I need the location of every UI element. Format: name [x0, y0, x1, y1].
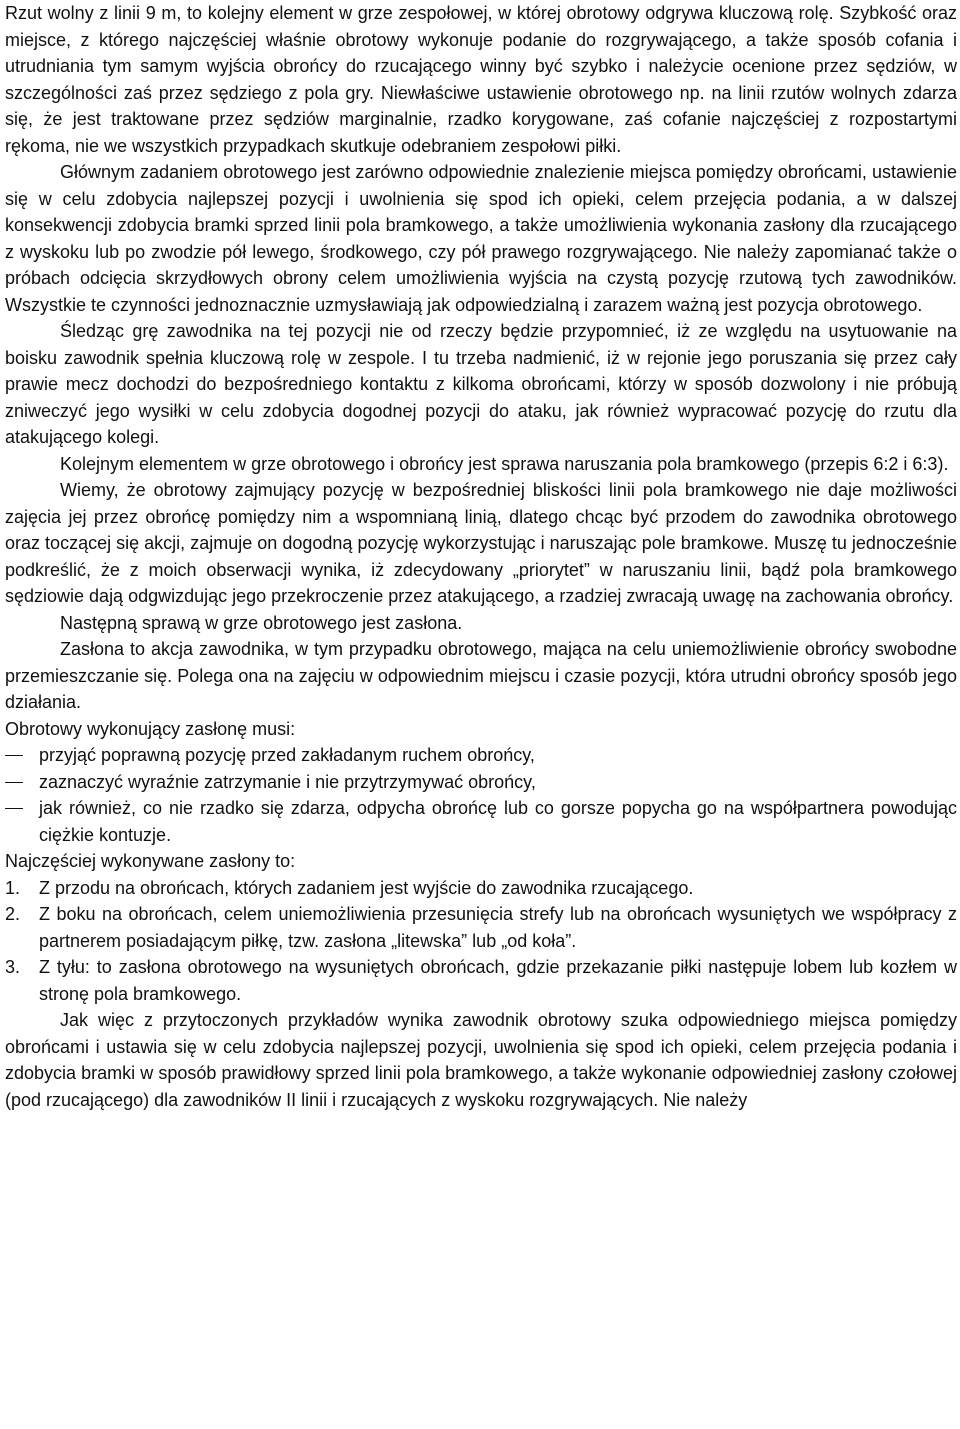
screen-types-list — [5, 875, 957, 1008]
list-item-text: Z boku na obrońcach, celem uniemożliwienia przesunięcia strefy lub na obrońcach wysuniętych we współpracy z partnerem posiadającym piłkę, tzw. zasłona „litewska” lub „od koła”. — [39, 904, 957, 951]
paragraph-key-role: Śledząc grę zawodnika na tej pozycji nie od rzeczy będzie przypomnieć, iż ze względu na usytuowanie na boisku zawodnik spełnia kluczową rolę w zespole. I tu trzeba nadmienić, iż w rejonie jego poruszania się przez cały prawie mecz dochodzi do bezpośredniego kontaktu z kilkoma obrońcami, którzy w sposób dozwolony i nie próbują zniweczyć jego wysiłki w celu zdobycia dogodnej pozycji do ataku, jak również wypracować pozycję do rzutu dla atakującego kolegi. — [5, 321, 957, 447]
list-item-text: przyjąć poprawną pozycję przed zakładanym ruchem obrońcy, — [39, 745, 535, 765]
paragraph-free-throw: Rzut wolny z linii 9 m, to kolejny element w grze zespołowej, w której obrotowy odgrywa kluczową rolę. Szybkość oraz miejsce, z którego najczęściej właśnie obrotowy wykonuje podanie do rozgrywającego, a także sposób cofania i utrudniania tym samym wyjścia obrońcy do rzucającego winny być szybko i należycie ocenione przez sędziów, w szczególności zaś przez sędziego z pola gry. Niewłaściwe ustawienie obrotowego np. na linii rzutów wolnych zdarza się, że jest traktowane przez sędziów marginalnie, rzadko korygowane, zaś cofanie najczęściej z rozpostartymi rękoma, nie we wszystkich przypadkach skutkuje odebraniem zespołowi piłki. — [5, 3, 957, 156]
list-item-text: Z tyłu: to zasłona obrotowego na wysuniętych obrońcach, gdzie przekazanie piłki następuje lobem lub kozłem w stronę pola bramkowego. — [39, 957, 957, 1004]
list-number: 1. — [5, 877, 21, 898]
list-item — [5, 875, 957, 902]
list-item-text: zaznaczyć wyraźnie zatrzymanie i nie przytrzymywać obrońcy, — [39, 771, 536, 792]
paragraph-goal-area-violation: Wiemy, że obrotowy zajmujący pozycję w bezpośredniej bliskości linii pola bramkowego nie daje możliwości zajęcia jej przez obrońcę pomiędzy nim a wspomnianą linią, dlatego chcąc być przodem do zawodnika obrotowego oraz toczącej się akcji, zajmuje on dogodną pozycję wykorzystując i naruszając pole bramkowe. Muszę tu jednocześnie podkreślić, że z moich obserwacji wynika, iż zdecydowany „priorytet” w naruszaniu linii, bądź pola bramkowego sędziowie dają odgwizdując jego przekroczenie przez atakującego, a rzadziej zwracają uwagę na zachowania obrońcy. — [5, 480, 957, 606]
list-item — [5, 795, 957, 848]
list-number: 3. — [5, 957, 21, 977]
list-item-text: jak również, co nie rzadko się zdarza, odpycha obrońcę lub co gorsze popycha go na współpartnera powodując ciężkie kontuzje. — [39, 798, 957, 845]
paragraph-main-task: Głównym zadaniem obrotowego jest zarówno odpowiednie znalezienie miejsca pomiędzy obrońcami, ustawienie się w celu zdobycia najlepszej pozycji i uwolnienia się spod ich opieki, celem przejęcia podania, a w dalszej konsekwencji zdobycia bramki sprzed linii pola bramkowego, a także umożliwienia wykonania zasłony dla rzucającego z wyskoku lub po zwodzie pół lewego, środkowego, czy pół prawego rozgrywającego. Nie należy zapomianać także o próbach odcięcia skrzydłowych obrony celem umożliwienia wyjścia na czystą pozycję rzutową tych zawodników. Wszystkie te czynności jednoznacznie uzmysławiają jak odpowiedzialną i zarazem ważną jest pozycja obrotowego. — [5, 162, 957, 315]
screen-requirements-heading: Obrotowy wykonujący zasłonę musi: — [5, 718, 296, 739]
paragraph-screen-intro: Następną sprawą w grze obrotowego jest zasłona. — [60, 612, 463, 633]
list-item — [5, 742, 957, 769]
screen-requirements-list — [5, 742, 957, 848]
list-item-text: Z przodu na obrońcach, których zadaniem jest wyjście do zawodnika rzucającego. — [39, 877, 694, 898]
screen-types-heading: Najczęściej wykonywane zasłony to: — [5, 851, 296, 871]
list-number: 2. — [5, 904, 21, 924]
list-item — [5, 769, 957, 796]
paragraph-goal-area: Kolejnym elementem w grze obrotowego i obrońcy jest sprawa naruszania pola bramkowego (przepis 6:2 i 6:3). — [60, 453, 949, 474]
list-item — [5, 901, 957, 954]
paragraph-closing: Jak więc z przytoczonych przykładów wynika zawodnik obrotowy szuka odpowiedniego miejsca pomiędzy obrońcami i ustawia się w celu zdobycia najlepszej pozycji, uwolnienia się spod ich opieki, celem przejęcia podania i zdobycia bramki w sposób prawidłowy sprzed linii pola bramkowego, a także wykonanie odpowiedniej zasłony czołowej (pod rzucającego) dla zawodników II linii i rzucających z wyskoku rozgrywających. Nie należy — [5, 1010, 957, 1110]
list-item — [5, 954, 957, 1007]
paragraph-screen-definition: Zasłona to akcja zawodnika, w tym przypadku obrotowego, mająca na celu uniemożliwienie obrońcy swobodne przemieszczanie się. Polega ona na zajęciu w odpowiednim miejscu i czasie pozycji, która utrudni obrońcy sposób jego działania. — [5, 639, 957, 712]
